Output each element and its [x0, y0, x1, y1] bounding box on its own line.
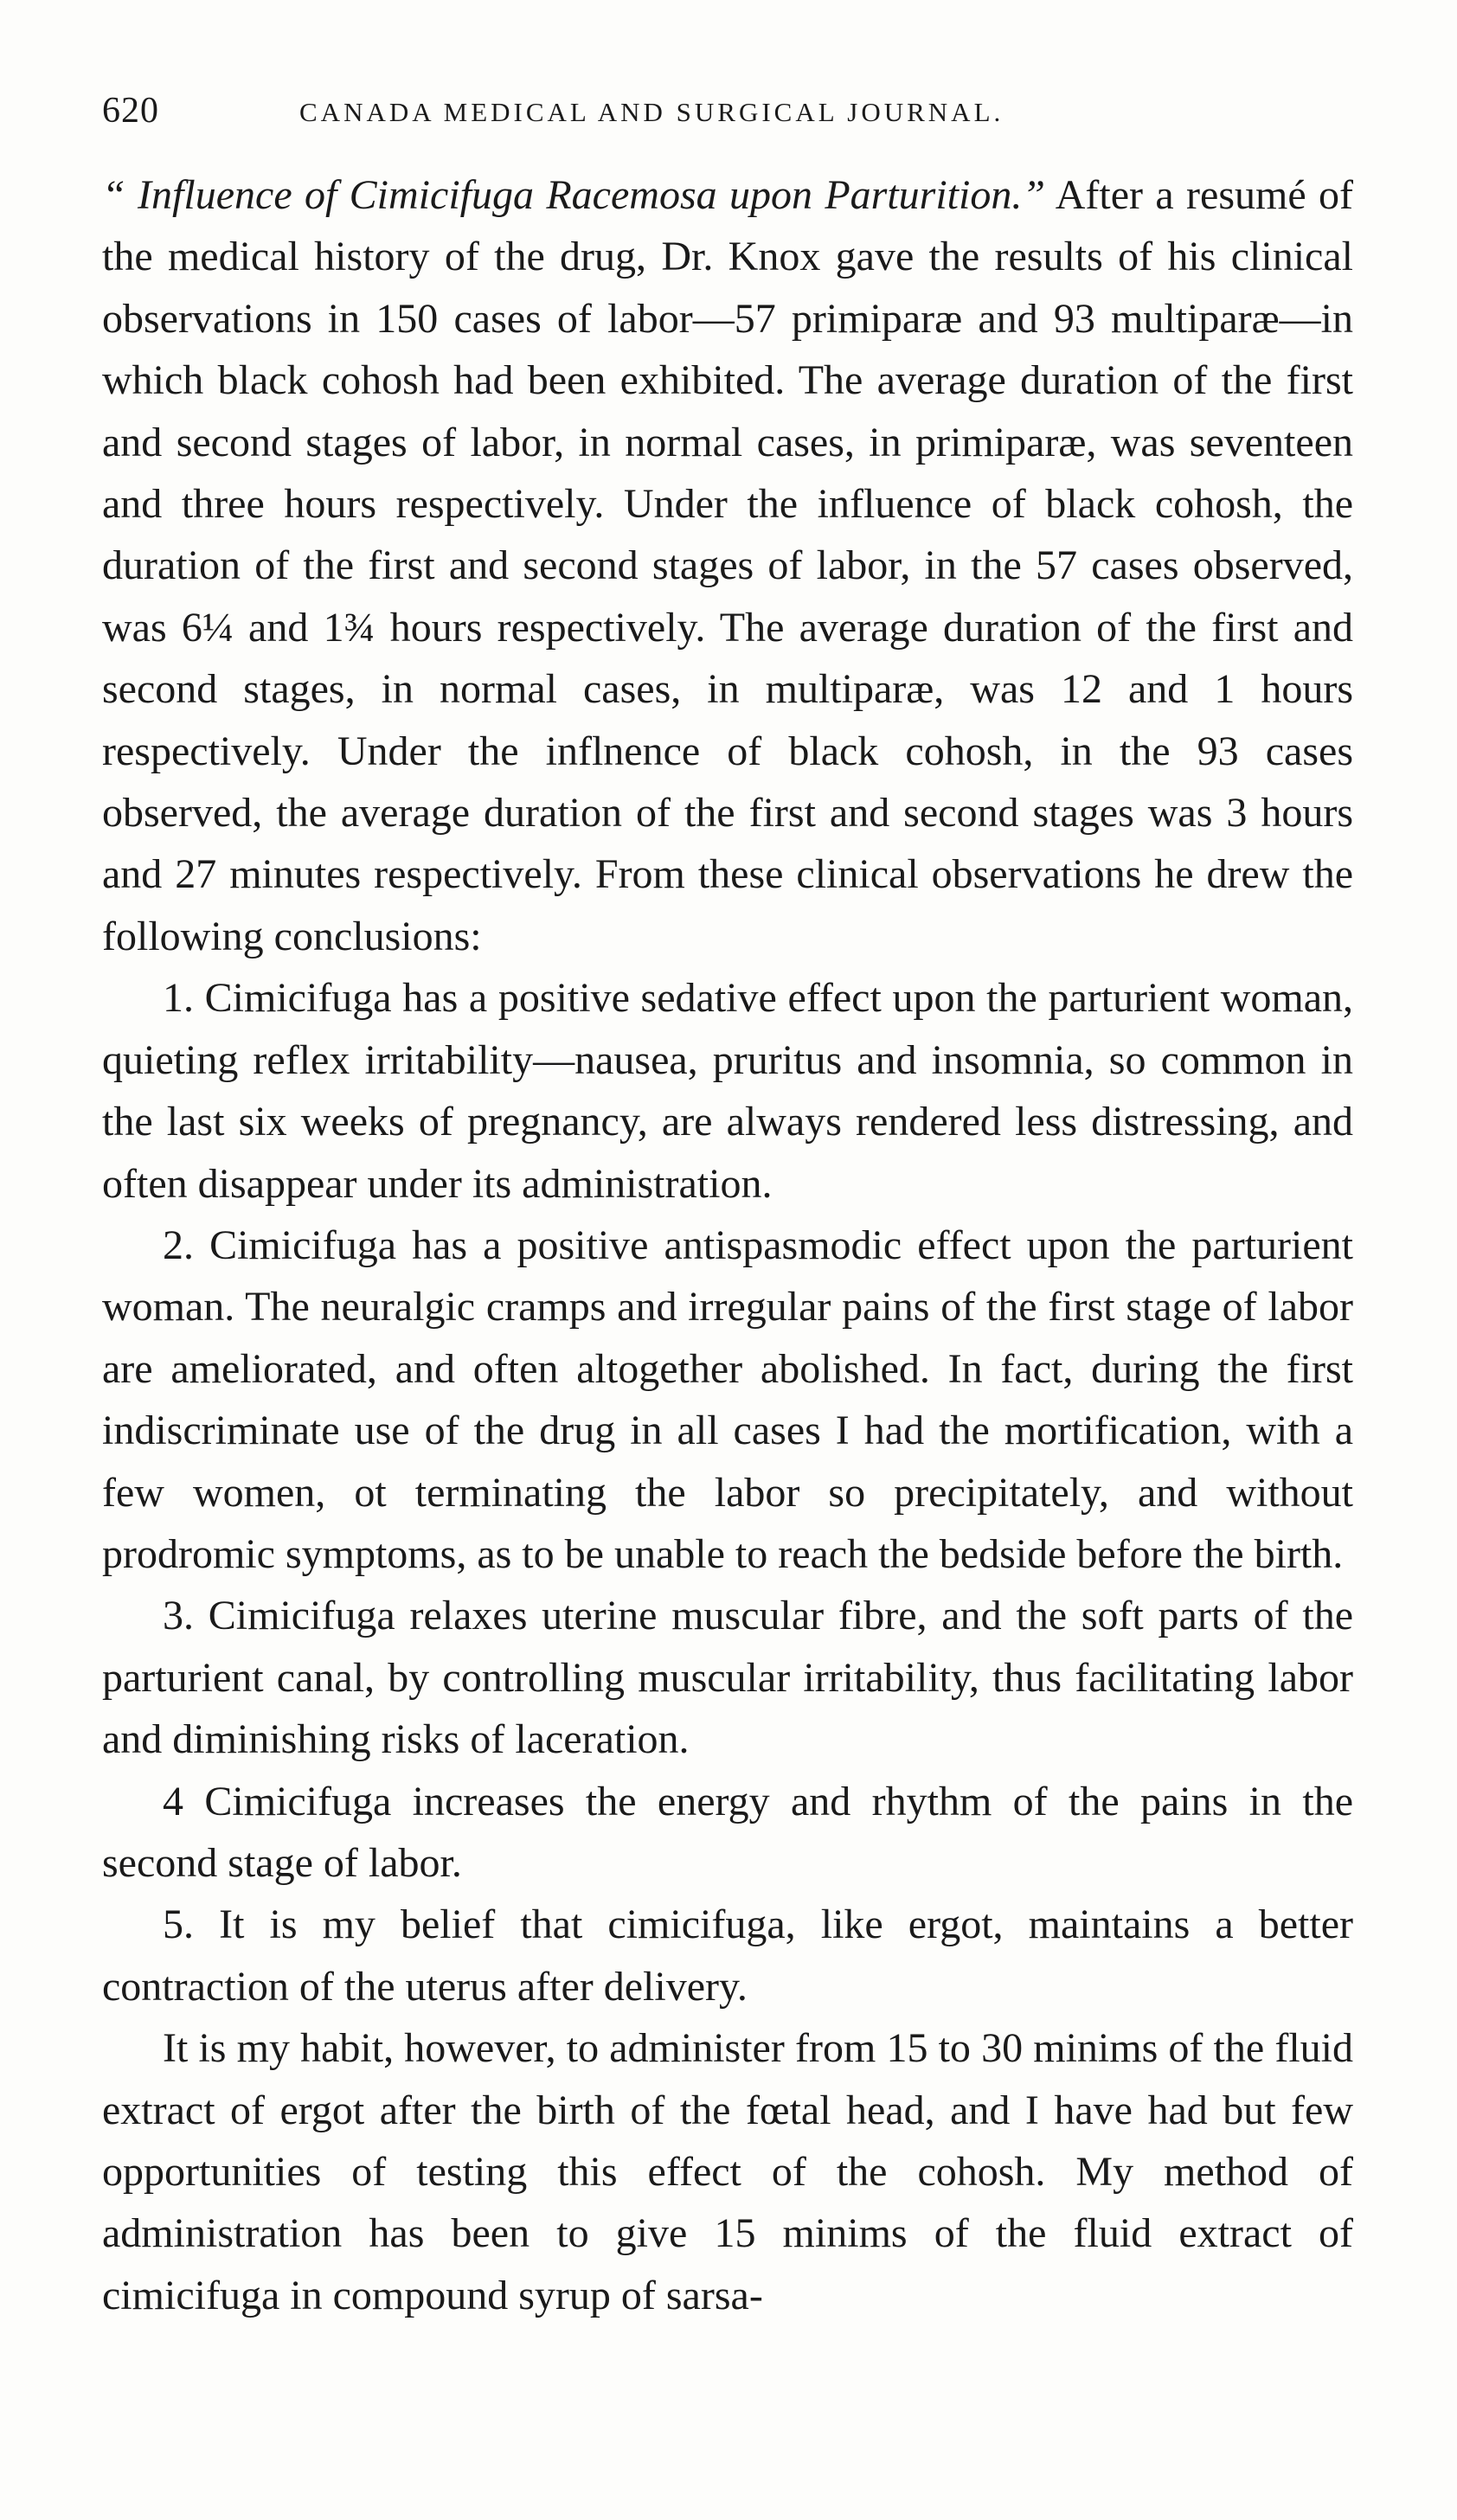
intro-paragraph — [102, 164, 1353, 967]
conclusion-4: 4 Cimicifuga increases the energy and rhythm of the pains in the second stage of labor. — [102, 1778, 1353, 1886]
conclusion-1: 1. Cimicifuga has a positive sedative effect upon the parturient woman, quieting reflex irritability—nausea, pruritus and insomnia, so common in the last six weeks of pregnancy, are always rendered less distressing, and often disappear under its administration. — [102, 975, 1353, 1207]
closing-paragraph: It is my habit, however, to administer from 15 to 30 minims of the fluid extract of ergot after the birth of the fœtal head, and I have had but few opportunities of testing this effect of the cohosh. My method of administration has been to give 15 minims of the fluid extract of cimicifuga in compound syrup of sarsa- — [102, 2025, 1353, 2318]
conclusion-3: 3. Cimicifuga relaxes uterine muscular fibre, and the soft parts of the parturient canal, by controlling muscular irritability, thus facilitating labor and diminishing risks of laceration. — [102, 1593, 1353, 1763]
conclusion-2: 2. Cimicifuga has a positive antispasmodic effect upon the parturient woman. The neuralgic cramps and irregular pains of the first stage of labor are ameliorated, and often altogether abolished. In fact, during the first indiscriminate use of the drug in all cases I had the mortification, with a few women, ot terminating the labor so precipitately, and without prodromic symptoms, as to be unable to reach the bedside before the birth. — [102, 1222, 1353, 1577]
article-body — [102, 164, 1353, 2326]
paper-title: “ Influence of Cimicifuga Racemosa upon Parturition.” — [102, 172, 1046, 218]
conclusion-5: 5. It is my belief that cimicifuga, like ergot, maintains a better contraction of the uterus after delivery. — [102, 1901, 1353, 2010]
running-head: CANADA MEDICAL AND SURGICAL JOURNAL. — [299, 97, 1004, 127]
intro-text: After a resumé of the medical history of the drug, Dr. Knox gave the results of his clinical observations in 150 cases of labor—57 primiparæ and 93 multiparæ—in which black cohosh had been exhibited. The average duration of the first and second stages of labor, in normal cases, in primiparæ, was seventeen and three hours respectively. Under the influence of black cohosh, the duration of the first and second stages of labor, in the 57 cases observed, was 6¼ and 1¾ hours respectively. The average duration of the first and second stages, in normal cases, in multiparæ, was 12 and 1 hours respectively. Under the inflnence of black cohosh, in the 93 cases observed, the average duration of the first and second stages was 3 hours and 27 minutes respectively. From these clinical observations he drew the following conclusions: — [102, 172, 1354, 959]
page-number: 620 — [102, 91, 159, 131]
page-header — [102, 90, 1348, 142]
